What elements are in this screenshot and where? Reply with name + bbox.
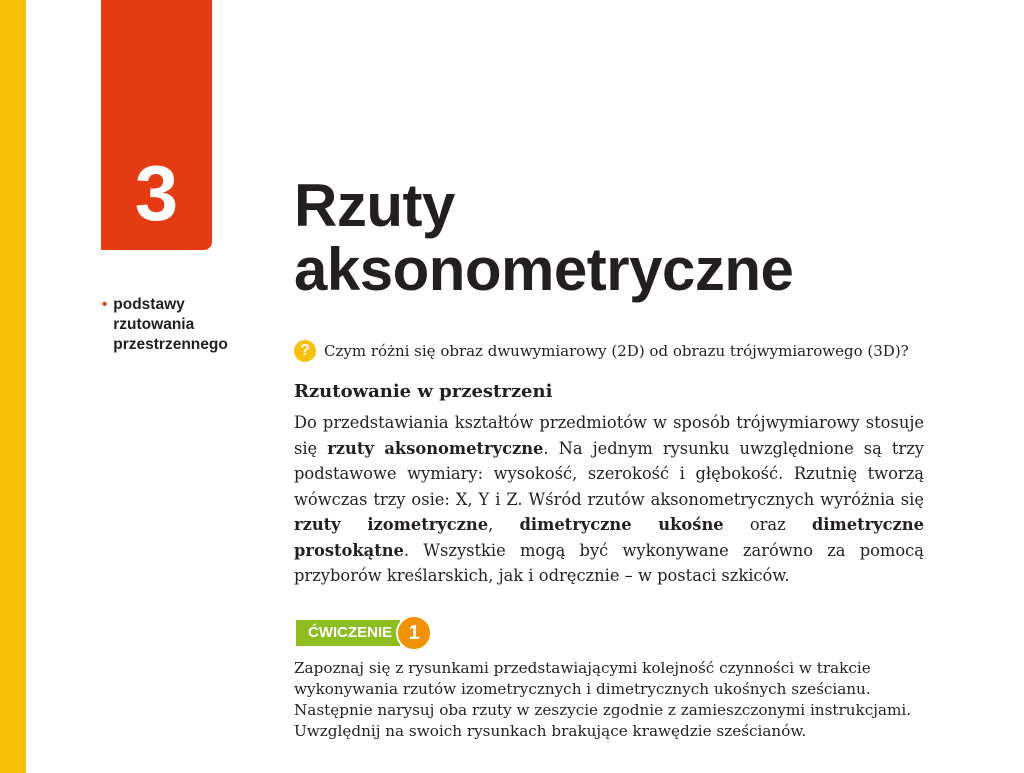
topic-item xyxy=(102,295,262,355)
topic-label: podstawy rzutowania przestrzennego xyxy=(113,296,228,353)
exercise-number-badge: 1 xyxy=(396,615,432,651)
exercise-text: Zapoznaj się z rysunkami przedstawiającymi kolejność czynności w trakcie wykonywania rzutów izometrycznych i dimetrycznych ukośnych sześcianu. Następnie narysuj oba rzuty w zeszycie zgodnie z zamieszczonymi instrukcjami. Uwzględnij na swoich rysunkach brakujące krawędzie sześcianów. xyxy=(294,659,912,740)
bullet-icon: • xyxy=(102,296,108,313)
term-dimetric-oblique: dimetryczne ukośne xyxy=(519,515,724,534)
term-dimetric-orthogonal: dimetryczne prostokątne xyxy=(294,515,924,560)
body-text: . Wszystkie mogą być wykonywane zarówno za pomocą przyborów kreślarskich, jak i odręcznie – w postaci szkiców. xyxy=(294,540,924,585)
title-line-1: Rzuty xyxy=(294,172,455,239)
question-text: Czym różni się obraz dwuwymiarowy (2D) od obrazu trójwymiarowego (3D)? xyxy=(324,342,909,360)
term-isometric: rzuty izometryczne xyxy=(294,515,489,534)
body-text: . Na jednym rysunku uwzględnione są trzy podstawowe wymiary: wysokość, szerokość i głębokość. Rzutnię tworzą wówczas trzy osie: X, Y i Z. Wśród rzutów aksonometrycznych wyróżnia się xyxy=(294,438,924,509)
topics-list xyxy=(102,295,262,355)
exercise-header xyxy=(296,615,432,651)
body-text: oraz xyxy=(723,515,812,534)
term-axonometric: rzuty aksonometryczne xyxy=(327,438,544,458)
title-line-2: aksonometryczne xyxy=(294,236,794,303)
exercise-label: ĆWICZENIE xyxy=(296,620,400,646)
chapter-number: 3 xyxy=(134,149,179,237)
section-heading: Rzutowanie w przestrzeni xyxy=(294,381,553,402)
body-text: , xyxy=(488,515,520,534)
body-text: Do przedstawiania kształtów przedmiotów w sposób trójwymiarowy stosuje się xyxy=(294,413,924,458)
chapter-tab xyxy=(101,0,212,250)
chapter-title xyxy=(294,174,793,302)
page-edge-bar xyxy=(0,0,26,773)
intro-question xyxy=(294,340,909,362)
question-icon: ? xyxy=(294,340,316,362)
section-body xyxy=(294,410,924,589)
